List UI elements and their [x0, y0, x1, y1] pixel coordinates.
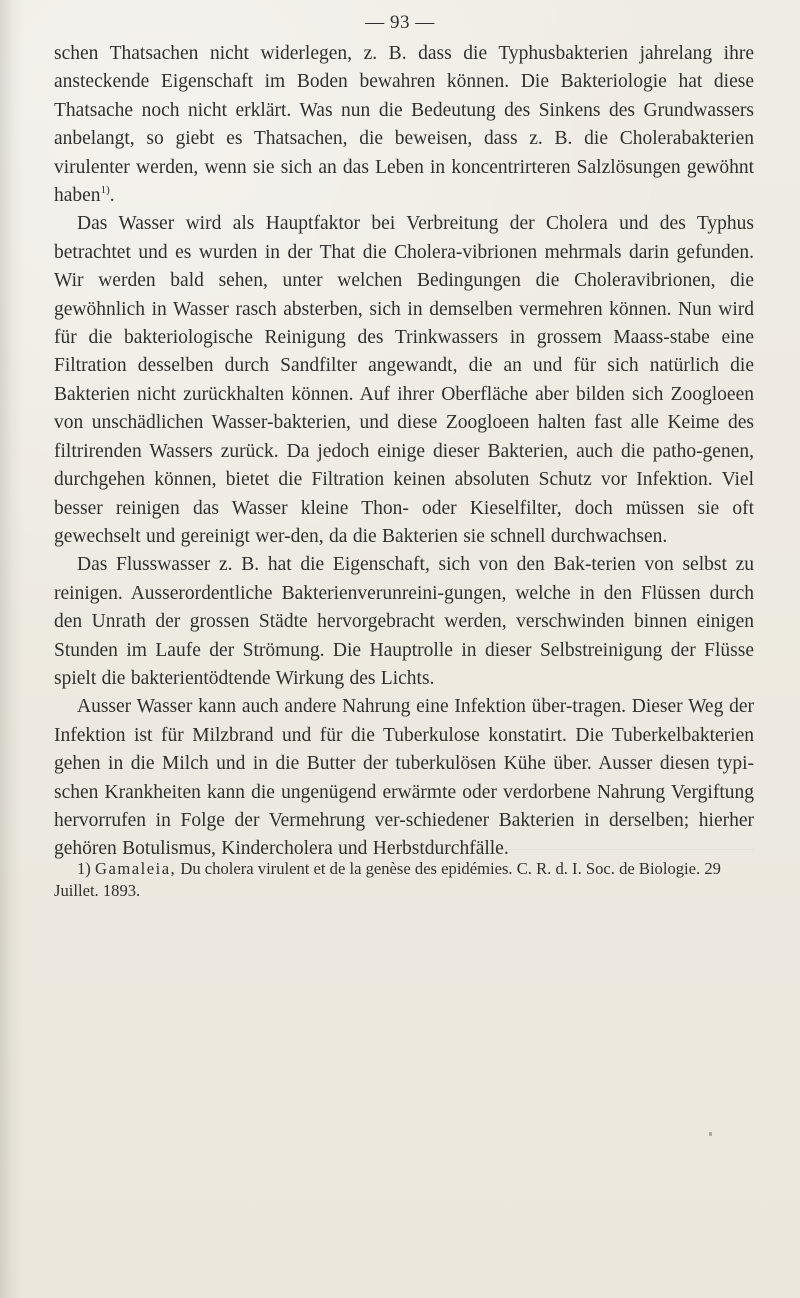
footnote-reference[interactable]: 1) [100, 183, 110, 196]
paragraph-1 [54, 40, 754, 210]
paragraph-text: schen Thatsachen nicht widerlegen, z. B. dass die Typhusbakterien jahrelang ihre ansteckende Eigenschaft im Boden bewahren können. Die Bakteriologie hat diese Thatsache noch nicht erklärt. Was nun die Bedeutung des Sinkens des Grundwassers anbelangt, so giebt es Thatsachen, die beweisen, dass z. B. die Cholerabakterien virulenter werden, wenn sie sich an das Leben in koncentrirteren Salzlösungen gewöhnt haben [54, 43, 754, 207]
paragraph-tail: . [109, 185, 115, 207]
footnote-author: Gamaleia, [94, 859, 177, 878]
main-text [54, 40, 754, 864]
paragraph-3: Das Flusswasser z. B. hat die Eigenschaft, sich von den Bak-terien von selbst zu reinigen. Ausserordentliche Bakterienverunreini-gungen, welche in den Flüssen durch den Unrath der grossen Städte hervorgebracht werden, verschwinden binnen einigen Stunden im Laufe der Strömung. Die Hauptrolle in dieser Selbstreinigung der Flüsse spielt die bakterientödtende Wirkung des Lichts. [54, 554, 754, 689]
paragraph-2: Das Wasser wird als Hauptfaktor bei Verbreitung der Cholera und des Typhus betrachtet und es wurden in der That die Cholera-vibrionen mehrmals darin gefunden. Wir werden bald sehen, unter welchen Bedingungen die Choleravibrionen, die gewöhnlich in Wasser rasch absterben, sich in demselben vermehren können. Nun wird für die bakteriologische Reinigung des Trinkwassers in grossem Maass-stabe eine Filtration desselben durch Sandfilter angewandt, die an und für sich natürlich die Bakterien nicht zurückhalten können. Auf ihrer Oberfläche aber bilden sich Zoogloeen von unschädlichen Wasser-bakterien, und diese Zoogloeen halten fast alle Keime des filtrirenden Wassers zurück. Da jedoch einige dieser Bakterien, auch die patho-genen, durchgehen können, bietet die Filtration keinen absoluten Schutz vor Infektion. Viel besser reinigen das Wasser kleine Thon- oder Kieselfilter, doch müssen sie oft gewechselt und gereinigt wer-den, da die Bakterien sie schnell durchwachsen. [54, 213, 754, 547]
paragraph-4: Ausser Wasser kann auch andere Nahrung eine Infektion über-tragen. Dieser Weg der Infektion ist für Milzbrand und für die Tuberkulose konstatirt. Die Tuberkelbakterien gehen in die Milch und in die Butter der tuberkulösen Kühe über. Ausser diesen typi-schen Krankheiten kann die ungenügend erwärmte oder verdorbene Nahrung Vergiftung hervorrufen in Folge der Vermehrung ver-schiedener Bakterien in derselben; hierher gehören Botulismus, Kindercholera und Herbstdurchfälle. [54, 696, 754, 860]
footnote-marker: 1) [77, 859, 91, 878]
page-number: — 93 — [365, 12, 435, 33]
footnote-text: Du cholera virulent et de la genèse des epidémies. C. R. d. I. Soc. de Biologie. 29 Juillet. 1893. [54, 859, 721, 900]
footnote [54, 858, 754, 902]
page-gutter-shadow [0, 0, 24, 1298]
print-speck [709, 1132, 712, 1136]
footnote-divider [54, 849, 754, 850]
